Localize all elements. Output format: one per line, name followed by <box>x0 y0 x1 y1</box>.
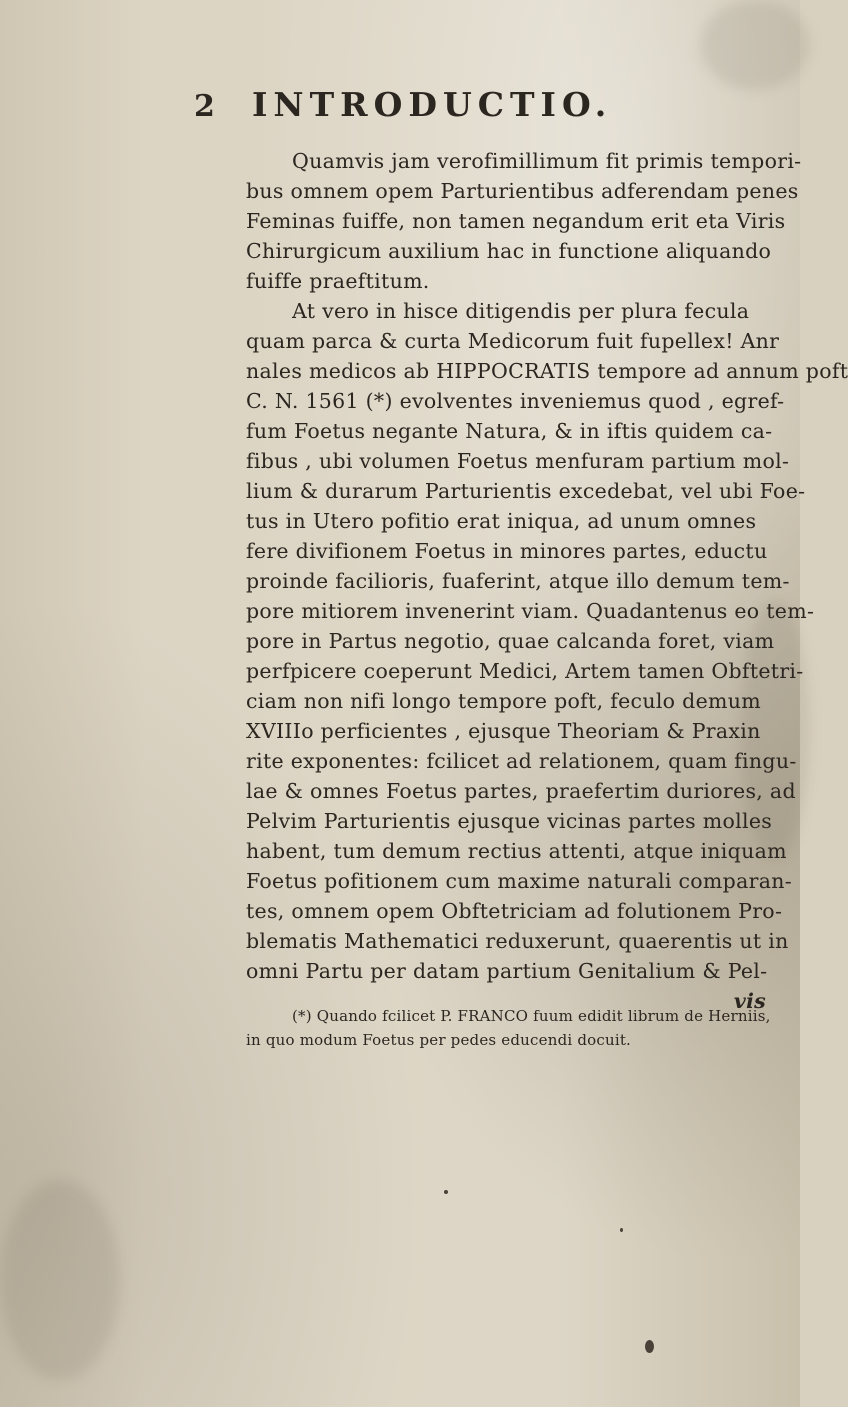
catchword: vis <box>733 989 766 1013</box>
text-line: fum Foetus negante Natura, & in iftis quidem ca- <box>246 419 773 443</box>
text-line: lium & durarum Parturientis excedebat, vel ubi Foe- <box>246 479 806 503</box>
text-line: Pelvim Parturientis ejusque vicinas partes molles <box>246 809 773 833</box>
text-line: blematis Mathematici reduxerunt, quaerentis ut in <box>246 929 789 953</box>
text-line: XVIIIo perficientes , ejusque Theoriam & Praxin <box>246 719 761 743</box>
text-line: Feminas fuiffe, non tamen negandum erit eta Viris <box>246 209 786 233</box>
text-line: Chirurgicum auxilium hac in functione aliquando <box>246 239 772 263</box>
text-line: quam parca & curta Medicorum fuit fupellex! Anr <box>246 329 780 353</box>
text-line: rite exponentes: fcilicet ad relationem, quam fingu- <box>246 749 797 773</box>
text-line: bus omnem opem Parturientibus adferendam penes <box>246 179 799 203</box>
text-line: fere divifionem Foetus in minores partes, eductu <box>246 539 768 563</box>
text-line: fuiffe praeftitum. <box>246 269 430 293</box>
text-line: pore mitiorem invenerint viam. Quadantenus eo tem- <box>246 599 815 623</box>
footnote-line: in quo modum Foetus per pedes educendi docuit. <box>246 1031 632 1049</box>
text-line: perfpicere coeperunt Medici, Artem tamen Obftetri- <box>246 659 804 683</box>
text-line: ciam non nifi longo tempore poft, feculo demum <box>246 689 761 713</box>
paper-stain <box>0 1180 120 1380</box>
text-line: lae & omnes Foetus partes, praefertim duriores, ad <box>246 779 796 803</box>
paper-stain <box>700 0 810 90</box>
text-line: tes, omnem opem Obftetriciam ad folutionem Pro- <box>246 899 783 923</box>
ink-speck <box>444 1190 448 1194</box>
text-line: proinde facilioris, fuaferint, atque illo demum tem- <box>246 569 790 593</box>
text-line: fibus , ubi volumen Foetus menfuram partium mol- <box>246 449 790 473</box>
text-line: pore in Partus negotio, quae calcanda foret, viam <box>246 629 775 653</box>
text-line: Foetus pofitionem cum maxime naturali comparan- <box>246 869 792 893</box>
page-number: 2 <box>194 89 215 124</box>
footnote <box>246 1004 771 1052</box>
text-line: habent, tum demum rectius attenti, atque iniquam <box>246 839 787 863</box>
footnote-line: (*) Quando fcilicet P. FRANCO fuum edidit librum de Herniis, <box>292 1007 771 1025</box>
text-line: C. N. 1561 (*) evolventes inveniemus quod , egref- <box>246 389 785 413</box>
text-line: Quamvis jam verofimillimum fit primis tempori- <box>292 149 802 173</box>
text-line: tus in Utero pofitio erat iniqua, ad unum omnes <box>246 509 757 533</box>
ink-speck <box>645 1340 654 1353</box>
text-line: omni Partu per datam partium Genitalium & Pel- <box>246 959 768 983</box>
main-text <box>246 146 848 1016</box>
text-line: nales medicos ab HIPPOCRATIS tempore ad annum poft <box>246 359 848 383</box>
running-head: INTRODUCTIO. <box>252 85 613 124</box>
ink-speck <box>620 1228 623 1232</box>
text-line: At vero in hisce ditigendis per plura fecula <box>292 299 750 323</box>
